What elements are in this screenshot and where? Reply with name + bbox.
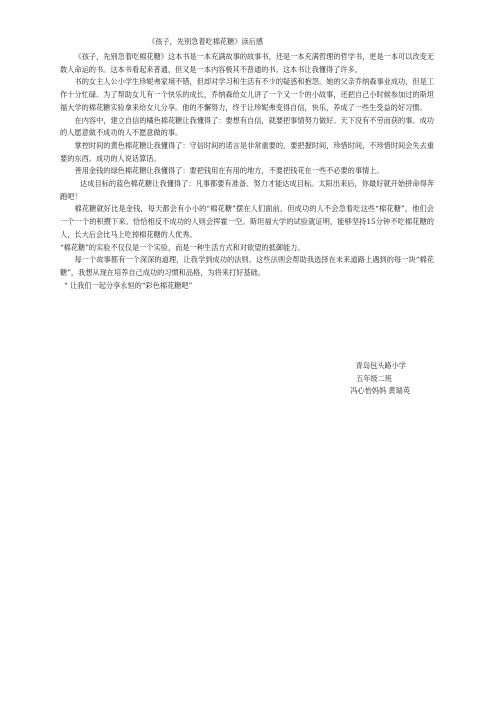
- paragraph-summary: 书的女主人公小学生珍妮弗家境不错，但却对学习和生活有不少的疑惑和抱怨。她的父亲乔纳森事业成功，但是工作十分忙碌。为了帮助女儿有一个快乐的成长，乔纳森给女儿讲了一个又一个的小故事，还把自己小时候参加过的斯坦福大学的棉花糖实验拿来给女儿分享。他的不懈努力，终于让珍妮弗变得自信，快乐，养成了一些生受益的好习惯。: [60, 77, 434, 112]
- signature-class: 五年级二班: [356, 373, 392, 383]
- paragraph-orange: 在内容中，建立自信的橘色棉花糖让我懂得了：要想有自信，就要把事情努力做好。天下没有不劳而获的事。成功的人愿意做不成功的人不愿意做的事。: [60, 115, 434, 138]
- document-title: 《孩子，先别急着吃棉花糖》读后感: [148, 37, 264, 46]
- document-body: [60, 35, 434, 292]
- paragraph-green: 善用金钱的绿色棉花糖让我懂得了：要把钱用在有用的地方，不要把钱花在一些不必要的事情上。: [74, 166, 384, 176]
- paragraph-yellow: 掌控时间的黄色棉花糖让我懂得了：守信时间的诺言是非常重要的，要把握时间，珍惜时间，不珍惜时间会失去重要的东西。成功的人说话算话。: [60, 140, 434, 163]
- paragraph-blue: 达成目标的蓝色棉花糖让我懂得了：凡事都要有准备、努力才能达成目标。太阳出来后，你最好就开始拼命得奔跑吧！: [60, 179, 434, 201]
- paragraph-closing: “ 让我们一起分享永恒的“彩色棉花糖吧”: [64, 280, 193, 290]
- paragraph-lesson: 每一个故事都有一个深深的道理，让我学到成功的法则。这些法则会帮助我选择在未来道路上遇到的每一块“棉花糖”，我想从现在培养自己成功的习惯和品格，为将来打好基础。: [60, 255, 434, 277]
- signature-school: 青岛包头路小学: [355, 361, 406, 370]
- paragraph-intro: 《孩子，先别急着吃棉花糖》这本书是一本充满故事的故事书，还是一本充满哲理的哲学书，更是一本可以改变无数人命运的书。这本书看起来普通，但又是一本内容极其不普通的书。这本书让我懂得了许多。: [60, 52, 434, 74]
- paragraph-money: 棉花糖就好比是金钱，每天都会有小小的“棉花糖”摆在人们面前，但成功的人不会急着吃这些“棉花糖”，他们会一个一个的积攒下来。恰恰相反不成功的人则会挥霍一空。斯坦福大学的试验就证明，能够坚持15分钟不吃棉花糖的人，长大后会比马上吃掉棉花糖的人优秀。: [60, 204, 434, 239]
- paragraph-experiment: “棉花糖”的实验不仅仅是一个实验，而是一种生活方式和对欲望的抵御能力。: [60, 242, 305, 252]
- signature-authors: 冯心怡妈妈 黄瑞英: [350, 386, 410, 396]
- signature-block: [60, 360, 410, 398]
